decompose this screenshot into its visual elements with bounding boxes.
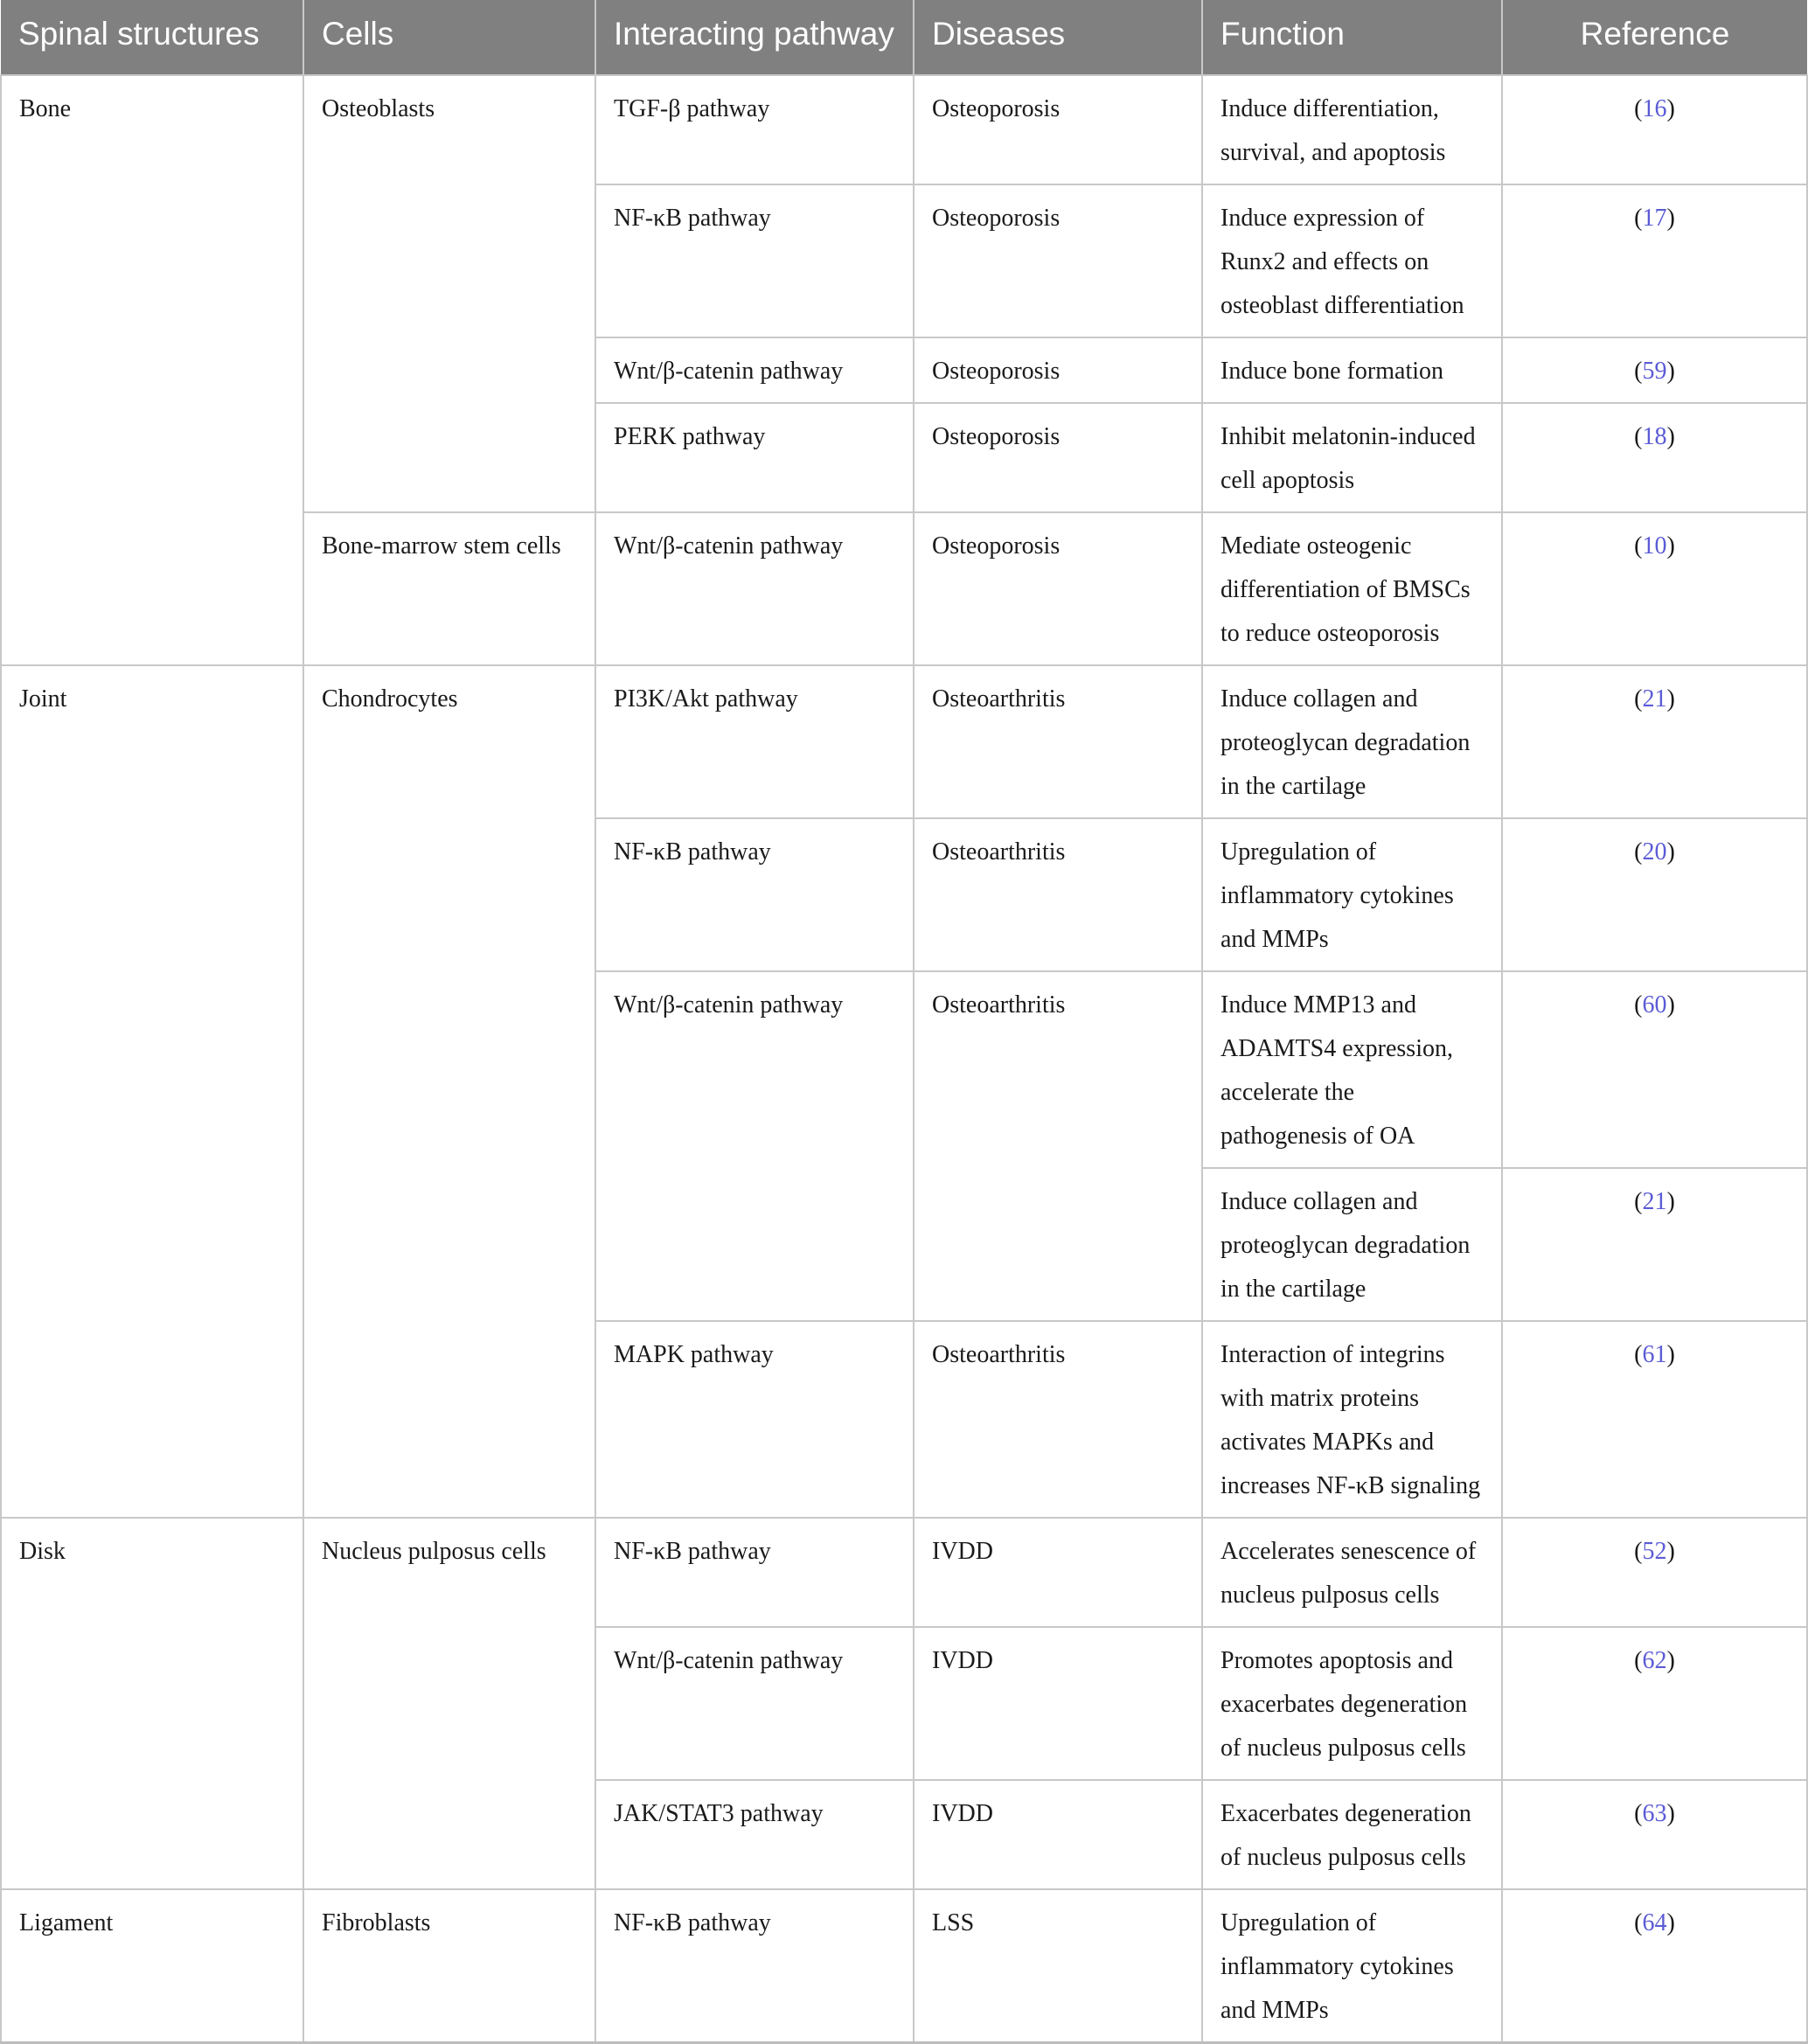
reference-cell: (16)	[1502, 75, 1807, 184]
reference-cell: (21)	[1502, 1168, 1807, 1321]
function-cell: Accelerates senescence of nucleus pulposus cells	[1202, 1518, 1502, 1627]
table-row	[1, 1889, 1807, 2043]
function-cell: Inhibit melatonin-induced cell apoptosis	[1202, 403, 1502, 512]
reference-link[interactable]: 21	[1642, 1188, 1667, 1215]
pathway-cell: PERK pathway	[595, 403, 914, 512]
table-row	[1, 75, 1807, 184]
reference-link[interactable]: 64	[1642, 1909, 1667, 1936]
disease-cell: IVDD	[914, 1780, 1202, 1889]
header-reference: Reference	[1502, 0, 1807, 75]
disease-cell: IVDD	[914, 1518, 1202, 1627]
function-cell: Upregulation of inflammatory cytokines and MMPs	[1202, 1889, 1502, 2043]
pathway-cell: Wnt/β-catenin pathway	[595, 1627, 914, 1780]
reference-cell: (17)	[1502, 184, 1807, 337]
reference-cell: (20)	[1502, 818, 1807, 971]
disease-cell: Osteoporosis	[914, 337, 1202, 403]
table-row	[1, 1518, 1807, 1627]
disease-cell: Osteoporosis	[914, 403, 1202, 512]
disease-cell: Osteoporosis	[914, 184, 1202, 337]
header-row	[1, 0, 1807, 75]
reference-cell: (61)	[1502, 1321, 1807, 1518]
cells-cell: Fibroblasts	[303, 1889, 595, 2043]
disease-cell: Osteoarthritis	[914, 1321, 1202, 1518]
header-diseases: Diseases	[914, 0, 1202, 75]
header-function: Function	[1202, 0, 1502, 75]
cells-cell: Chondrocytes	[303, 665, 595, 1518]
reference-link[interactable]: 62	[1642, 1647, 1667, 1674]
reference-link[interactable]: 59	[1642, 358, 1667, 385]
reference-cell: (60)	[1502, 971, 1807, 1168]
pathway-cell: NF-κB pathway	[595, 1518, 914, 1627]
disease-cell: Osteoporosis	[914, 512, 1202, 665]
header-interacting-pathway: Interacting pathway	[595, 0, 914, 75]
reference-link[interactable]: 17	[1642, 205, 1667, 232]
function-cell: Mediate osteogenic differentiation of BMSCs to reduce osteoporosis	[1202, 512, 1502, 665]
pathway-cell: JAK/STAT3 pathway	[595, 1780, 914, 1889]
pathway-cell: TGF-β pathway	[595, 75, 914, 184]
reference-cell: (63)	[1502, 1780, 1807, 1889]
reference-cell: (21)	[1502, 665, 1807, 818]
disease-cell: Osteoarthritis	[914, 971, 1202, 1321]
cells-cell: Bone-marrow stem cells	[303, 512, 595, 665]
reference-cell: (18)	[1502, 403, 1807, 512]
structure-cell: Disk	[1, 1518, 303, 1889]
disease-cell: LSS	[914, 1889, 1202, 2043]
reference-link[interactable]: 18	[1642, 423, 1667, 450]
reference-cell: (52)	[1502, 1518, 1807, 1627]
structure-cell: Ligament	[1, 1889, 303, 2043]
reference-cell: (59)	[1502, 337, 1807, 403]
reference-link[interactable]: 20	[1642, 838, 1667, 866]
pathway-cell: NF-κB pathway	[595, 184, 914, 337]
reference-cell: (10)	[1502, 512, 1807, 665]
reference-link[interactable]: 16	[1642, 95, 1667, 122]
pathway-cell: Wnt/β-catenin pathway	[595, 337, 914, 403]
disease-cell: Osteoarthritis	[914, 665, 1202, 818]
reference-cell: (62)	[1502, 1627, 1807, 1780]
structure-cell: Bone	[1, 75, 303, 665]
cells-cell: Nucleus pulposus cells	[303, 1518, 595, 1889]
reference-link[interactable]: 21	[1642, 685, 1667, 713]
disease-cell: Osteoporosis	[914, 75, 1202, 184]
pathway-cell: Wnt/β-catenin pathway	[595, 512, 914, 665]
pathway-cell: MAPK pathway	[595, 1321, 914, 1518]
structure-cell: Joint	[1, 665, 303, 1518]
disease-cell: IVDD	[914, 1627, 1202, 1780]
reference-link[interactable]: 61	[1642, 1341, 1667, 1368]
function-cell: Induce bone formation	[1202, 337, 1502, 403]
function-cell: Induce differentiation, survival, and apoptosis	[1202, 75, 1502, 184]
pathway-cell: NF-κB pathway	[595, 818, 914, 971]
pathway-cell: NF-κB pathway	[595, 1889, 914, 2043]
disease-cell: Osteoarthritis	[914, 818, 1202, 971]
reference-link[interactable]: 60	[1642, 991, 1667, 1019]
pathway-cell: Wnt/β-catenin pathway	[595, 971, 914, 1321]
reference-cell: (64)	[1502, 1889, 1807, 2043]
function-cell: Exacerbates degeneration of nucleus pulposus cells	[1202, 1780, 1502, 1889]
reference-link[interactable]: 63	[1642, 1800, 1667, 1827]
header-spinal-structures: Spinal structures	[1, 0, 303, 75]
reference-link[interactable]: 10	[1642, 532, 1667, 560]
header-cells: Cells	[303, 0, 595, 75]
cells-cell: Osteoblasts	[303, 75, 595, 512]
function-cell: Promotes apoptosis and exacerbates degeneration of nucleus pulposus cells	[1202, 1627, 1502, 1780]
reference-link[interactable]: 52	[1642, 1538, 1667, 1565]
function-cell: Induce MMP13 and ADAMTS4 expression, accelerate the pathogenesis of OA	[1202, 971, 1502, 1168]
table-row	[1, 665, 1807, 818]
function-cell: Induce expression of Runx2 and effects on osteoblast differentiation	[1202, 184, 1502, 337]
function-cell: Induce collagen and proteoglycan degradation in the cartilage	[1202, 665, 1502, 818]
function-cell: Induce collagen and proteoglycan degradation in the cartilage	[1202, 1168, 1502, 1321]
function-cell: Upregulation of inflammatory cytokines and MMPs	[1202, 818, 1502, 971]
pathway-cell: PI3K/Akt pathway	[595, 665, 914, 818]
function-cell: Interaction of integrins with matrix proteins activates MAPKs and increases NF-κB signaling	[1202, 1321, 1502, 1518]
